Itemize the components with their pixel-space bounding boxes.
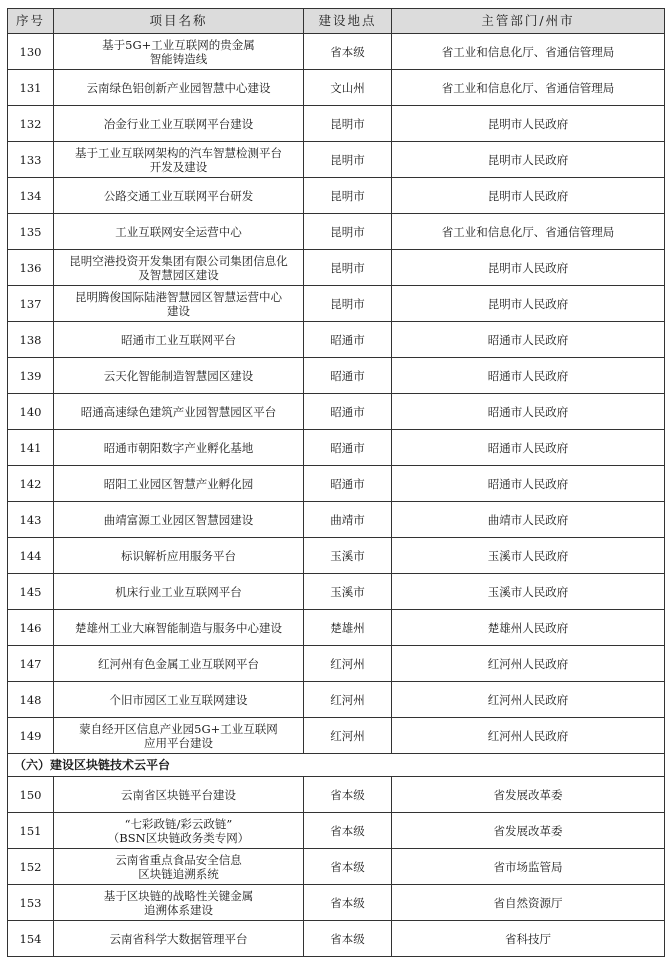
row-number: 138 [8,322,54,358]
row-number: 146 [8,610,54,646]
table-row [8,885,665,921]
department: 红河州人民政府 [392,718,665,754]
location: 楚雄州 [304,610,392,646]
location: 省本级 [304,885,392,921]
table-header [8,9,665,34]
project-name: 蒙自经开区信息产业园5G+工业互联网 应用平台建设 [54,718,304,754]
project-name: 工业互联网安全运营中心 [54,214,304,250]
row-number: 148 [8,682,54,718]
table-row [8,430,665,466]
table-row [8,178,665,214]
table-row [8,214,665,250]
location: 红河州 [304,718,392,754]
location: 昭通市 [304,322,392,358]
table-row [8,322,665,358]
project-name: 昭通市朝阳数字产业孵化基地 [54,430,304,466]
table-row [8,574,665,610]
department: 昆明市人民政府 [392,178,665,214]
row-number: 150 [8,777,54,813]
location: 红河州 [304,682,392,718]
location: 昆明市 [304,142,392,178]
department: 昆明市人民政府 [392,286,665,322]
row-number: 141 [8,430,54,466]
table-row [8,502,665,538]
row-number: 134 [8,178,54,214]
location: 昆明市 [304,286,392,322]
department: 昆明市人民政府 [392,142,665,178]
department: 省发展改革委 [392,813,665,849]
project-name: 昭阳工业园区智慧产业孵化园 [54,466,304,502]
project-name: 昭通高速绿色建筑产业园智慧园区平台 [54,394,304,430]
department: 玉溪市人民政府 [392,538,665,574]
department: 省工业和信息化厅、省通信管理局 [392,34,665,70]
location: 昆明市 [304,214,392,250]
department: 昭通市人民政府 [392,358,665,394]
department: 昭通市人民政府 [392,394,665,430]
department: 昭通市人民政府 [392,430,665,466]
location: 昆明市 [304,250,392,286]
row-number: 147 [8,646,54,682]
location: 昆明市 [304,106,392,142]
row-number: 153 [8,885,54,921]
department: 省工业和信息化厅、省通信管理局 [392,214,665,250]
table-body [8,34,665,957]
project-name: 个旧市园区工业互联网建设 [54,682,304,718]
table-row [8,358,665,394]
table-row [8,466,665,502]
table-row [8,646,665,682]
project-name: 公路交通工业互联网平台研发 [54,178,304,214]
location: 玉溪市 [304,574,392,610]
section-title: （六）建设区块链技术云平台 [8,754,665,777]
location: 玉溪市 [304,538,392,574]
table-row [8,286,665,322]
project-table-container [7,8,664,957]
department: 曲靖市人民政府 [392,502,665,538]
department: 省市场监管局 [392,849,665,885]
project-name: 曲靖富源工业园区智慧园建设 [54,502,304,538]
row-number: 133 [8,142,54,178]
header-location: 建设地点 [304,9,392,34]
department: 昆明市人民政府 [392,250,665,286]
table-row [8,106,665,142]
location: 文山州 [304,70,392,106]
location: 省本级 [304,777,392,813]
project-name: 机床行业工业互联网平台 [54,574,304,610]
project-name: 基于5G+工业互联网的贵金属 智能铸造线 [54,34,304,70]
department: 楚雄州人民政府 [392,610,665,646]
row-number: 143 [8,502,54,538]
department: 玉溪市人民政府 [392,574,665,610]
row-number: 154 [8,921,54,957]
table-row [8,777,665,813]
row-number: 142 [8,466,54,502]
project-name: 标识解析应用服务平台 [54,538,304,574]
row-number: 135 [8,214,54,250]
row-number: 145 [8,574,54,610]
project-table [7,8,665,957]
location: 昆明市 [304,178,392,214]
table-row [8,921,665,957]
table-row [8,682,665,718]
row-number: 137 [8,286,54,322]
project-name: “七彩政链/彩云政链” （BSN区块链政务类专网） [54,813,304,849]
table-row [8,849,665,885]
department: 红河州人民政府 [392,646,665,682]
section-row [8,754,665,777]
project-name: 昭通市工业互联网平台 [54,322,304,358]
department: 省工业和信息化厅、省通信管理局 [392,70,665,106]
department: 昭通市人民政府 [392,466,665,502]
table-row [8,610,665,646]
location: 省本级 [304,849,392,885]
department: 省自然资源厅 [392,885,665,921]
project-name: 昆明空港投资开发集团有限公司集团信息化 及智慧园区建设 [54,250,304,286]
row-number: 140 [8,394,54,430]
row-number: 151 [8,813,54,849]
location: 昭通市 [304,394,392,430]
project-name: 基于区块链的战略性关键金属 追溯体系建设 [54,885,304,921]
project-name: 基于工业互联网架构的汽车智慧检测平台 开发及建设 [54,142,304,178]
project-name: 云南省区块链平台建设 [54,777,304,813]
project-name: 云南绿色铝创新产业园智慧中心建设 [54,70,304,106]
location: 昭通市 [304,358,392,394]
row-number: 149 [8,718,54,754]
project-name: 云南省科学大数据管理平台 [54,921,304,957]
row-number: 131 [8,70,54,106]
header-row [8,9,665,34]
row-number: 130 [8,34,54,70]
project-name: 昆明腾俊国际陆港智慧园区智慧运营中心 建设 [54,286,304,322]
location: 曲靖市 [304,502,392,538]
department: 昆明市人民政府 [392,106,665,142]
table-row [8,250,665,286]
location: 昭通市 [304,466,392,502]
table-row [8,70,665,106]
project-name: 冶金行业工业互联网平台建设 [54,106,304,142]
row-number: 144 [8,538,54,574]
location: 省本级 [304,813,392,849]
location: 省本级 [304,34,392,70]
project-name: 红河州有色金属工业互联网平台 [54,646,304,682]
table-row [8,538,665,574]
department: 省科技厅 [392,921,665,957]
header-project-name: 项目名称 [54,9,304,34]
row-number: 132 [8,106,54,142]
header-department: 主管部门/州市 [392,9,665,34]
table-row [8,718,665,754]
department: 红河州人民政府 [392,682,665,718]
row-number: 152 [8,849,54,885]
department: 省发展改革委 [392,777,665,813]
project-name: 云天化智能制造智慧园区建设 [54,358,304,394]
location: 省本级 [304,921,392,957]
project-name: 楚雄州工业大麻智能制造与服务中心建设 [54,610,304,646]
table-row [8,142,665,178]
table-row [8,813,665,849]
table-row [8,394,665,430]
header-no: 序号 [8,9,54,34]
location: 红河州 [304,646,392,682]
project-name: 云南省重点食品安全信息 区块链追溯系统 [54,849,304,885]
row-number: 136 [8,250,54,286]
table-row [8,34,665,70]
location: 昭通市 [304,430,392,466]
row-number: 139 [8,358,54,394]
department: 昭通市人民政府 [392,322,665,358]
